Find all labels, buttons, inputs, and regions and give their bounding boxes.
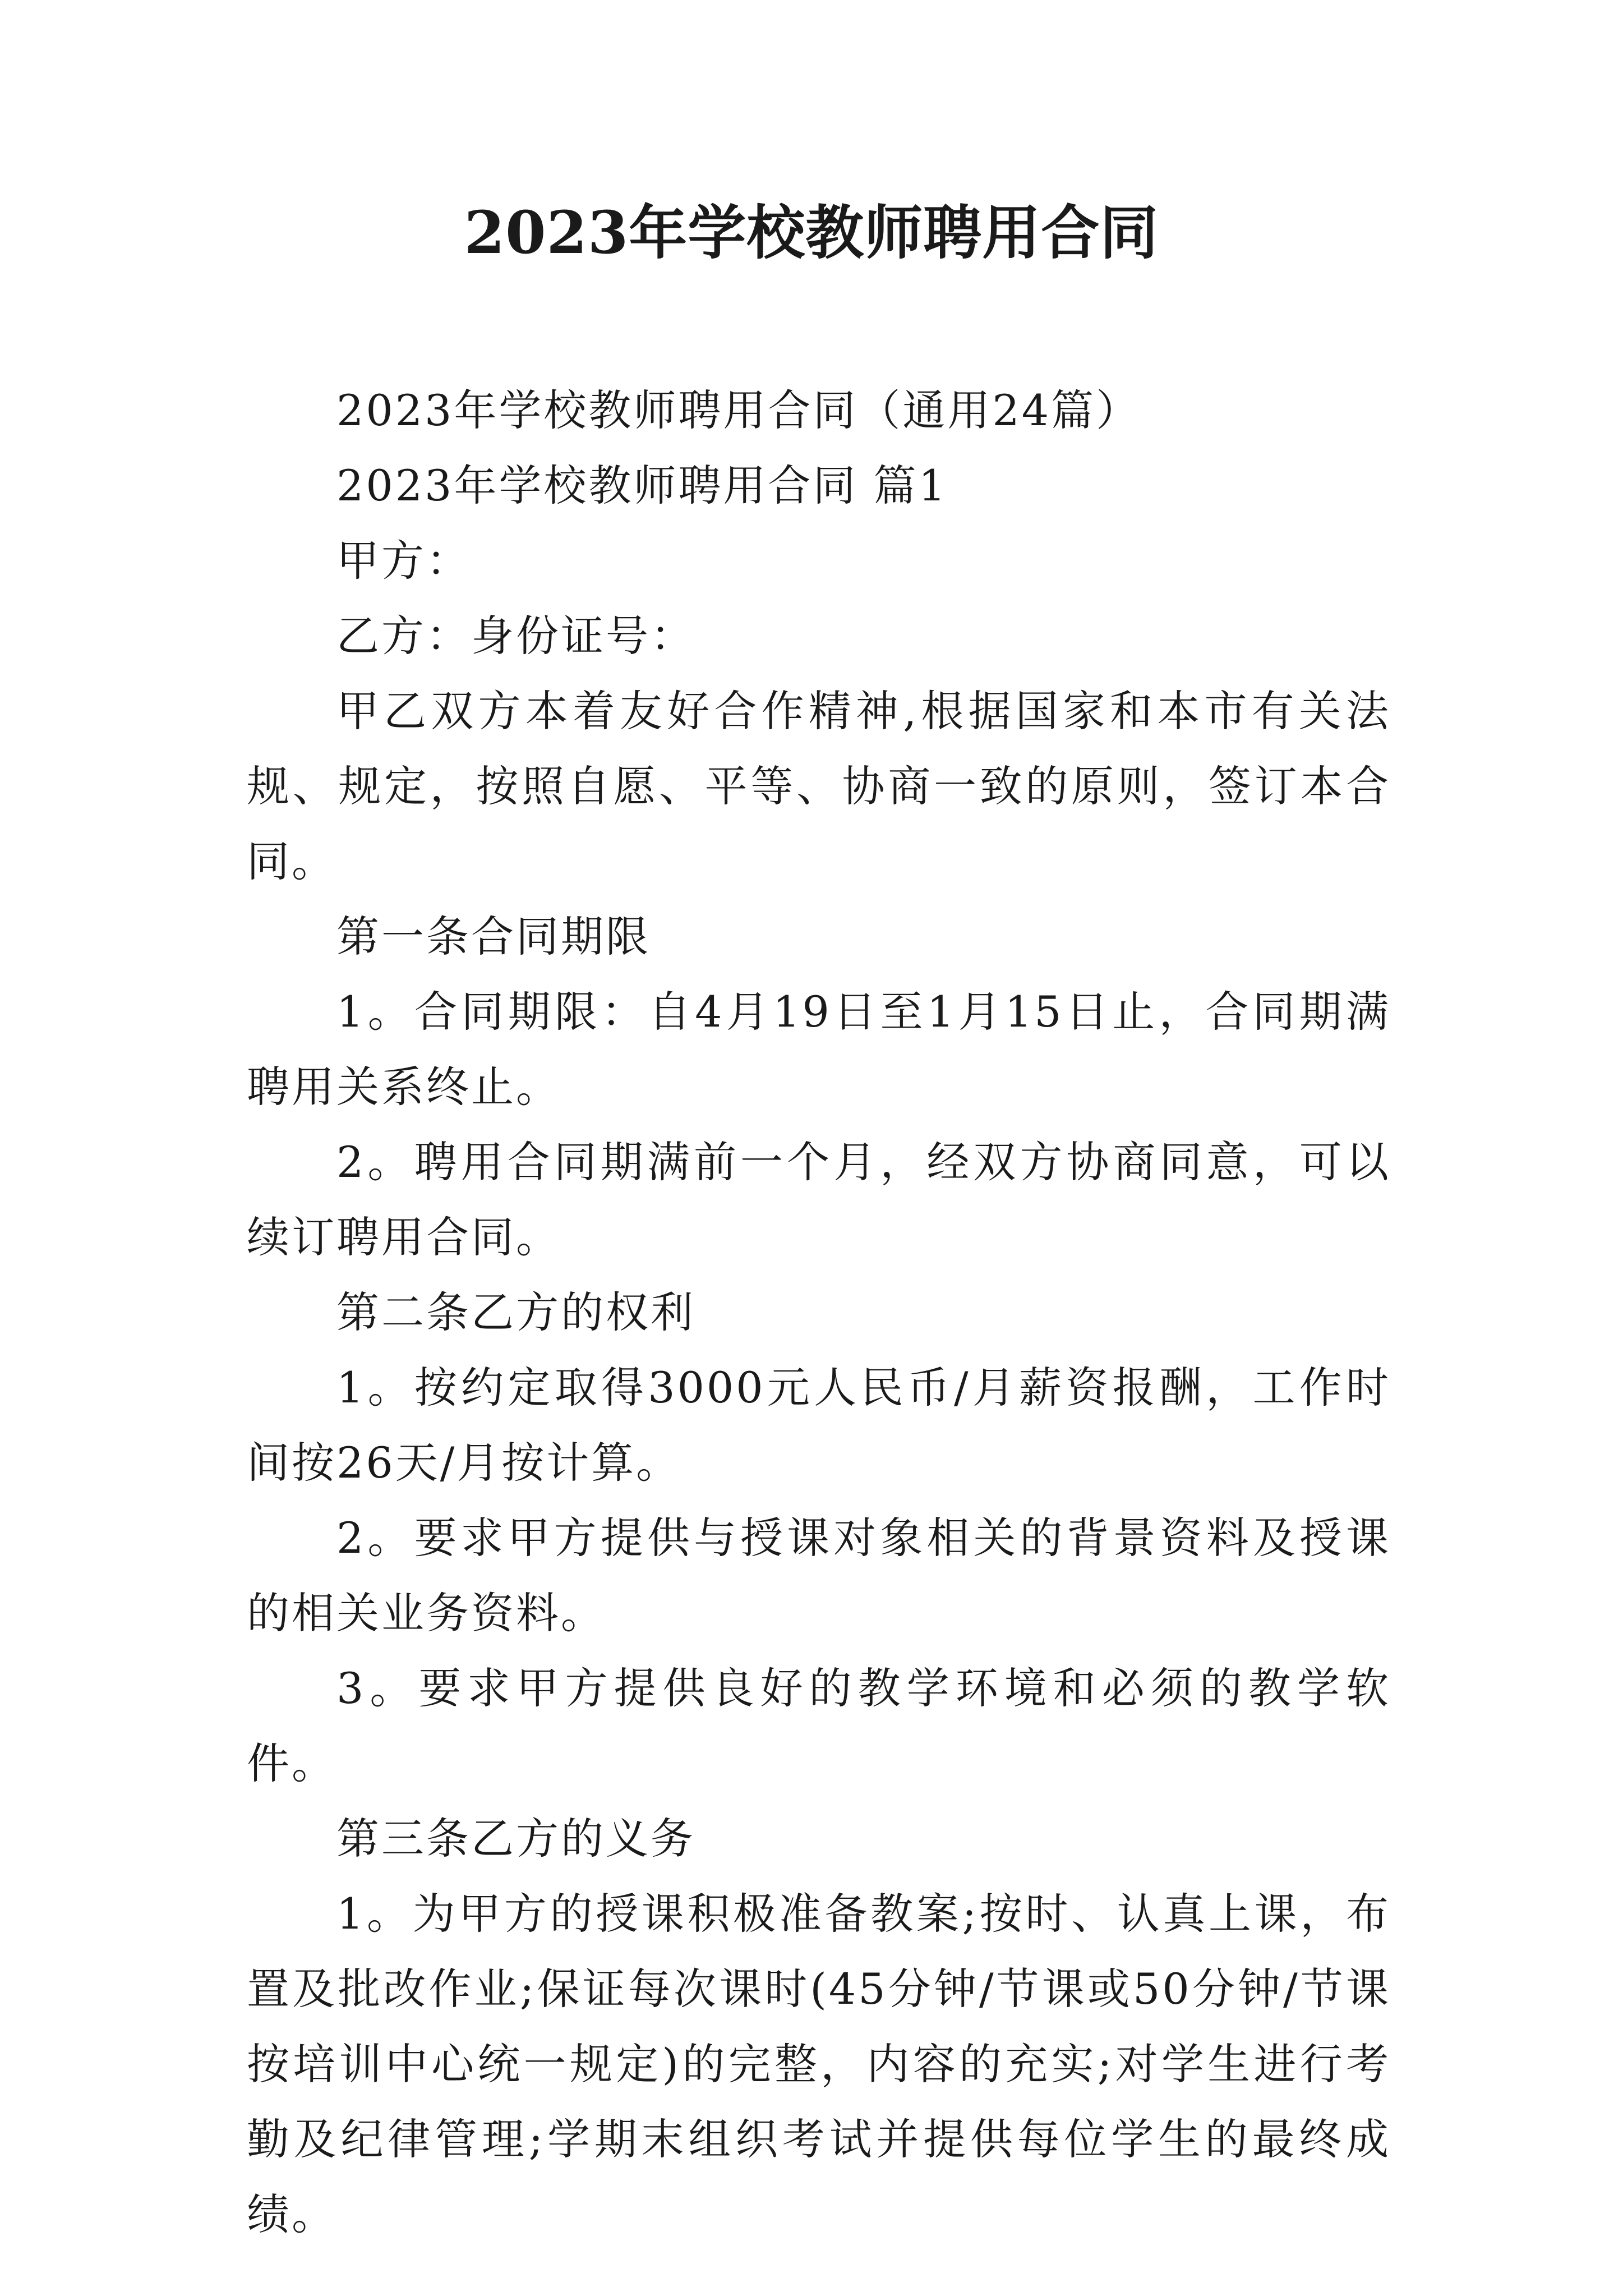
paragraph-article-2-item-3: 3。要求甲方提供良好的教学环境和必须的教学软件。 bbox=[247, 1663, 1391, 1788]
paragraph-preamble: 甲乙双方本着友好合作精神,根据国家和本市有关法规、规定，按照自愿、平等、协商一致的原则，签订本合同。 bbox=[247, 686, 1391, 886]
paragraph-section-heading: 2023年学校教师聘用合同 篇1 bbox=[336, 461, 948, 510]
paragraph-party-b: 乙方：身份证号： bbox=[336, 611, 695, 661]
paragraph-article-1-heading: 第一条合同期限 bbox=[336, 912, 651, 961]
paragraph-article-3-heading: 第三条乙方的义务 bbox=[336, 1814, 695, 1864]
paragraph-article-1-item-2: 2。聘用合同期满前一个月，经双方协商同意，可以续订聘用合同。 bbox=[247, 1137, 1391, 1262]
document-title: 2023年学校教师聘用合同 bbox=[464, 198, 1159, 267]
document-body bbox=[247, 373, 1391, 2252]
paragraph-article-3-item-1: 1。为甲方的授课积极准备教案;按时、认真上课，布置及批改作业;保证每次课时(45分钟/节课或50分钟/节课按培训中心统一规定)的完整，内容的充实;对学生进行考勤及纪律管理;学期末组织考试并提供每位学生的最终成绩。 bbox=[247, 1889, 1391, 2239]
paragraph-party-a: 甲方： bbox=[336, 536, 471, 586]
paragraph-article-2-heading: 第二条乙方的权利 bbox=[336, 1287, 695, 1337]
paragraph-article-2-item-2: 2。要求甲方提供与授课对象相关的背景资料及授课的相关业务资料。 bbox=[247, 1513, 1391, 1638]
paragraph-subtitle: 2023年学校教师聘用合同（通用24篇） bbox=[336, 385, 1141, 435]
paragraph-article-1-item-1: 1。合同期限：自4月19日至1月15日止，合同期满聘用关系终止。 bbox=[247, 987, 1391, 1112]
paragraph-article-2-item-1: 1。按约定取得3000元人民币/月薪资报酬，工作时间按26天/月按计算。 bbox=[247, 1363, 1391, 1488]
